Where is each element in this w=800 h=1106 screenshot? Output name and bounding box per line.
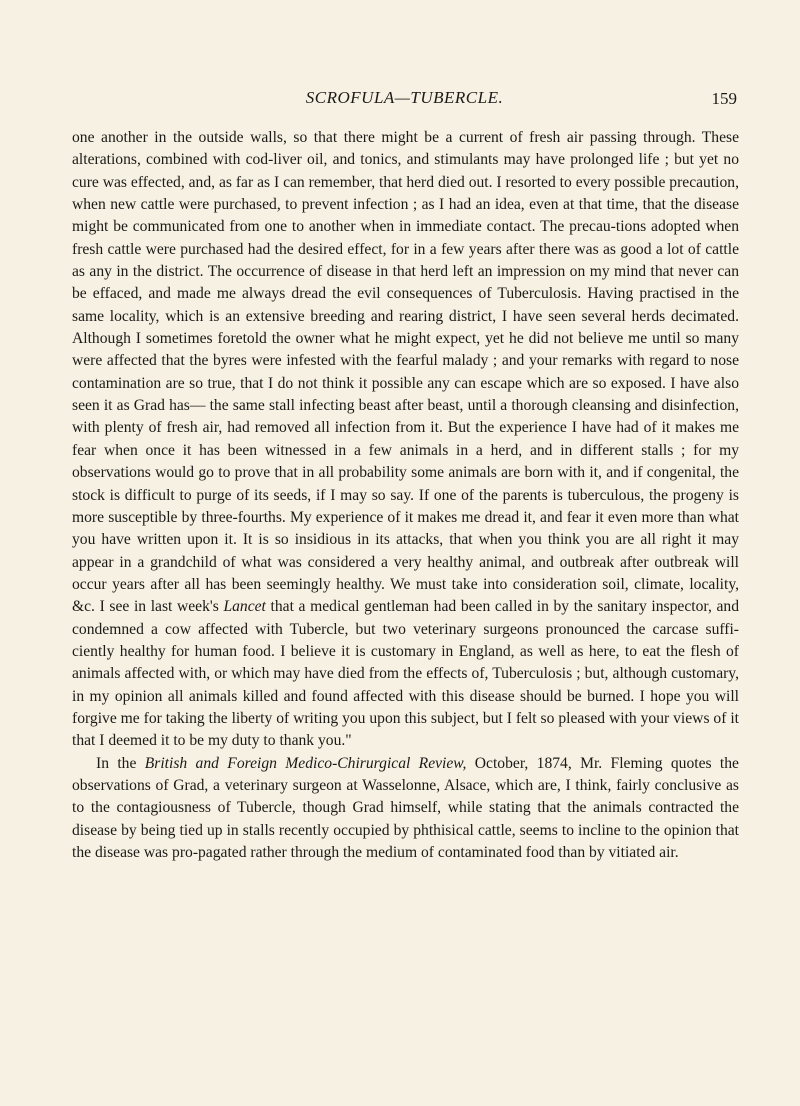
paragraph-text-part-2: that a medical gentleman had been called in by the sanitary inspector, and condemned a cow affected with Tubercle, but two veterinary surgeons pronounced the carcase suffi-ciently healthy for human food. I believe it is customary in England, as well as here, to eat the flesh of animals affected with, or which may have died from the effects of, Tuberculosis ; but, although customary, in my opinion all animals killed and found affected with this disease should be burned. I hope you will forgive me for taking the liberty of writing you upon this subject, but I felt so pleased with your views of it that I deemed it to be my duty to thank you." [72,598,740,750]
paragraph-text: October, 1874, Mr. Fleming quotes the observations of Grad, a veterinary surgeon at Wasselonne, Alsace, which are, I think, fairly conclusive as to the contagiousness of Tubercle, though Grad himself, while stating that the animals contracted the disease by being tied up in stalls recently occupied by phthisical cattle, seems to incline to the opinion that the disease was pro-pagated rather through the medium of contaminated food than by vitiated air. [72,754,739,861]
paragraph-fleming-quote [72,753,739,865]
paragraph-lead: In the [96,754,137,772]
body-text [72,127,739,864]
page-number: 159 [711,89,737,108]
journal-title-lancet: Lancet [223,598,266,616]
page-header [72,88,737,114]
journal-title-review: British and Foreign Medico-Chirurgical Review, [144,754,467,772]
paragraph-text-part-1: one another in the outside walls, so that there might be a current of fresh air passing through. These alterations, combined with cod-liver oil, and tonics, and stimulants may have prolonged life ; but yet no cure was effected, and, as far as I can remember, that herd died out. I resorted to every possible precaution, when new cattle were purchased, to prevent infection ; as I had an idea, even at that time, that the disease might be communicated from one to another when in immediate contact. The precau-tions adopted when fresh cattle were purchased had the desired effect, for in a few years after there was as good a lot of cattle as any in the district. The occurrence of disease in that herd left an impression on my mind that never can be effaced, and made me always dread the evil consequences of Tuberculosis. Having practised in the same locality, which is an extensive breeding and rearing district, I have seen several herds decimated. Although I sometimes foretold the owner what he might expect, yet he did not believe me until so many were affected that the byres were infested with the fearful malady ; and your remarks with regard to nose contamination are so true, that I do not think it possible any can escape which are so exposed. I have also seen it as Grad has— the same stall infecting beast after beast, until a thorough cleansing and disinfection, with plenty of fresh air, had removed all infection from it. But the experience I have had of it makes me fear when once it has been witnessed in a few animals in a herd, and in different stalls ; for my observations would go to prove that in all probability some animals are born with it, and if congenital, the stock is difficult to purge of its seeds, if I may so say. If one of the parents is tuberculous, the progeny is more susceptible by three-fourths. My experience of it makes me dread it, and fear it even more than what you have written upon it. It is so insidious in its attacks, that when you think you are all right it may appear in a grandchild of what was considered a very healthy animal, and outbreak after outbreak will occur years after all has been seemingly healthy. We must take into consideration soil, climate, locality, &c. I see in last week's [72,129,739,616]
paragraph-letter-continuation [72,127,739,753]
running-title: SCROFULA—TUBERCLE. [305,88,504,107]
